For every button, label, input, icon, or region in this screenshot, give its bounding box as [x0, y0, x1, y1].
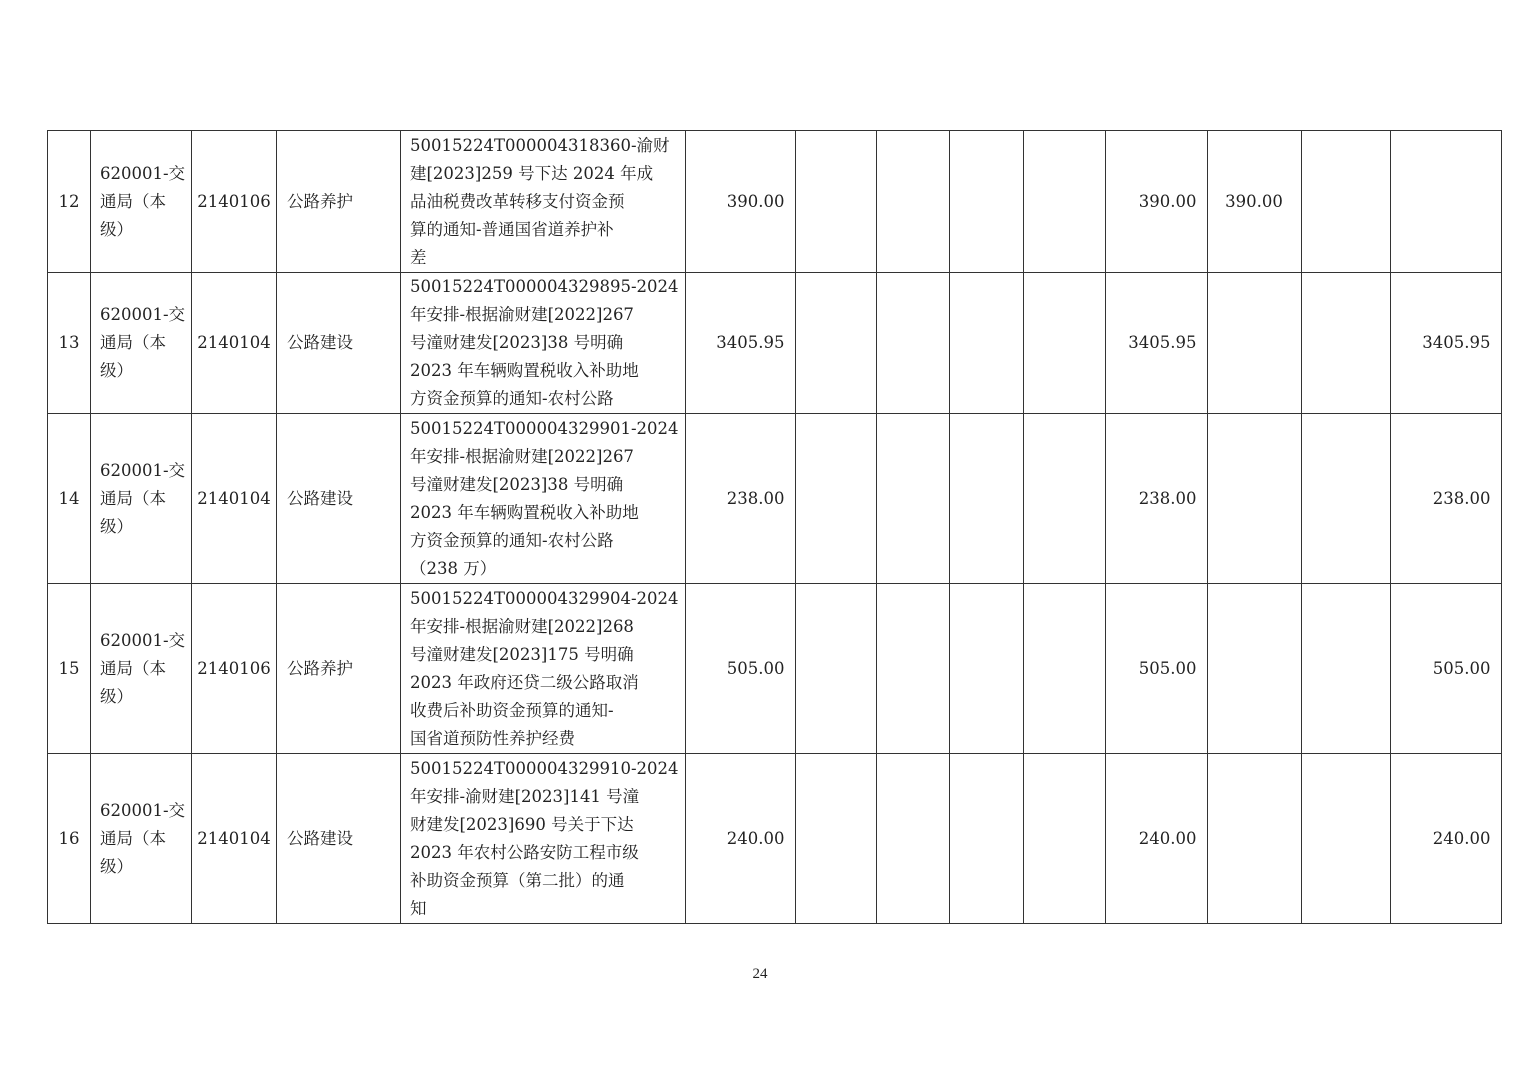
special-amount-cell: 3405.95 [1390, 273, 1501, 414]
project-line: （238 万） [410, 558, 497, 578]
project-line: 50015224T000004329910-2024 [410, 758, 679, 778]
project-line: 知 [410, 898, 427, 918]
budget-table [47, 130, 1502, 924]
subtotal-amount-cell: 3405.95 [1105, 273, 1207, 414]
unit-cell: 620001-交通局（本级） [91, 131, 192, 273]
project-line: 2023 年农村公路安防工程市级 [410, 842, 639, 862]
project-line: 年安排-根据渝财建[2022]267 [410, 446, 634, 466]
empty-cell [1023, 414, 1105, 584]
project-line: 50015224T000004318360-渝财 [410, 135, 670, 155]
row-number-cell: 15 [48, 584, 91, 754]
project-line: 号潼财建发[2023]175 号明确 [410, 644, 634, 664]
function-code-cell: 2140104 [192, 414, 277, 584]
project-cell [401, 273, 686, 414]
category-cell: 公路建设 [277, 754, 401, 924]
empty-cell [1301, 414, 1390, 584]
project-line: 年安排-渝财建[2023]141 号潼 [410, 786, 640, 806]
empty-cell [949, 754, 1023, 924]
oil-tax-amount-cell [1207, 273, 1301, 414]
project-cell [401, 584, 686, 754]
project-line: 建[2023]259 号下达 2024 年成 [410, 163, 654, 183]
project-line: 50015224T000004329901-2024 [410, 418, 679, 438]
table-row [48, 754, 1502, 924]
project-cell [401, 414, 686, 584]
unit-cell: 620001-交通局（本级） [91, 754, 192, 924]
category-cell: 公路养护 [277, 584, 401, 754]
empty-cell [949, 584, 1023, 754]
category-cell: 公路建设 [277, 273, 401, 414]
project-line: 国省道预防性养护经费 [410, 728, 575, 748]
project-line: 2023 年车辆购置税收入补助地 [410, 361, 639, 380]
function-code-cell: 2140104 [192, 754, 277, 924]
empty-cell [876, 414, 949, 584]
unit-cell: 620001-交通局（本级） [91, 273, 192, 414]
category-cell: 公路建设 [277, 414, 401, 584]
project-line: 50015224T000004329904-2024 [410, 588, 679, 608]
empty-cell [949, 414, 1023, 584]
empty-cell [949, 131, 1023, 273]
table-row [48, 414, 1502, 584]
table-row [48, 584, 1502, 754]
subtotal-amount-cell: 390.00 [1105, 131, 1207, 273]
total-amount-cell: 390.00 [685, 131, 795, 273]
empty-cell [795, 273, 876, 414]
empty-cell [876, 131, 949, 273]
empty-cell [1301, 754, 1390, 924]
empty-cell [795, 131, 876, 273]
project-line: 品油税费改革转移支付资金预 [410, 191, 625, 211]
page-number: 24 [752, 966, 768, 982]
empty-cell [1023, 273, 1105, 414]
empty-cell [1301, 584, 1390, 754]
total-amount-cell: 238.00 [685, 414, 795, 584]
oil-tax-amount-cell: 390.00 [1207, 131, 1301, 273]
table-row [48, 273, 1502, 414]
unit-cell: 620001-交通局（本级） [91, 584, 192, 754]
empty-cell [1023, 131, 1105, 273]
project-line: 差 [410, 247, 427, 267]
unit-cell: 620001-交通局（本级） [91, 414, 192, 584]
total-amount-cell: 240.00 [685, 754, 795, 924]
empty-cell [1023, 584, 1105, 754]
project-cell [401, 754, 686, 924]
total-amount-cell: 505.00 [685, 584, 795, 754]
project-line: 年安排-根据渝财建[2022]267 [410, 305, 634, 324]
row-number-cell: 12 [48, 131, 91, 273]
project-line: 财建发[2023]690 号关于下达 [410, 814, 634, 834]
empty-cell [795, 584, 876, 754]
project-line: 补助资金预算（第二批）的通 [410, 870, 625, 890]
project-cell [401, 131, 686, 273]
project-line: 50015224T000004329895-2024 [410, 277, 679, 296]
table-row [48, 131, 1502, 273]
project-line: 算的通知-普通国省道养护补 [410, 219, 614, 239]
subtotal-amount-cell: 238.00 [1105, 414, 1207, 584]
empty-cell [1301, 273, 1390, 414]
empty-cell [876, 584, 949, 754]
project-line: 2023 年政府还贷二级公路取消 [410, 672, 639, 692]
function-code-cell: 2140104 [192, 273, 277, 414]
project-line: 号潼财建发[2023]38 号明确 [410, 474, 624, 494]
special-amount-cell: 238.00 [1390, 414, 1501, 584]
project-line: 方资金预算的通知-农村公路 [410, 389, 614, 408]
empty-cell [1023, 754, 1105, 924]
empty-cell [1301, 131, 1390, 273]
total-amount-cell: 3405.95 [685, 273, 795, 414]
empty-cell [795, 414, 876, 584]
row-number-cell: 13 [48, 273, 91, 414]
empty-cell [795, 754, 876, 924]
project-line: 年安排-根据渝财建[2022]268 [410, 616, 634, 636]
project-line: 收费后补助资金预算的通知- [410, 700, 614, 720]
row-number-cell: 16 [48, 754, 91, 924]
empty-cell [876, 273, 949, 414]
oil-tax-amount-cell [1207, 584, 1301, 754]
project-line: 号潼财建发[2023]38 号明确 [410, 333, 624, 352]
project-line: 2023 年车辆购置税收入补助地 [410, 502, 639, 522]
oil-tax-amount-cell [1207, 754, 1301, 924]
subtotal-amount-cell: 240.00 [1105, 754, 1207, 924]
empty-cell [949, 273, 1023, 414]
special-amount-cell: 240.00 [1390, 754, 1501, 924]
empty-cell [876, 754, 949, 924]
category-cell: 公路养护 [277, 131, 401, 273]
function-code-cell: 2140106 [192, 131, 277, 273]
function-code-cell: 2140106 [192, 584, 277, 754]
subtotal-amount-cell: 505.00 [1105, 584, 1207, 754]
special-amount-cell [1390, 131, 1501, 273]
special-amount-cell: 505.00 [1390, 584, 1501, 754]
oil-tax-amount-cell [1207, 414, 1301, 584]
row-number-cell: 14 [48, 414, 91, 584]
project-line: 方资金预算的通知-农村公路 [410, 530, 614, 550]
